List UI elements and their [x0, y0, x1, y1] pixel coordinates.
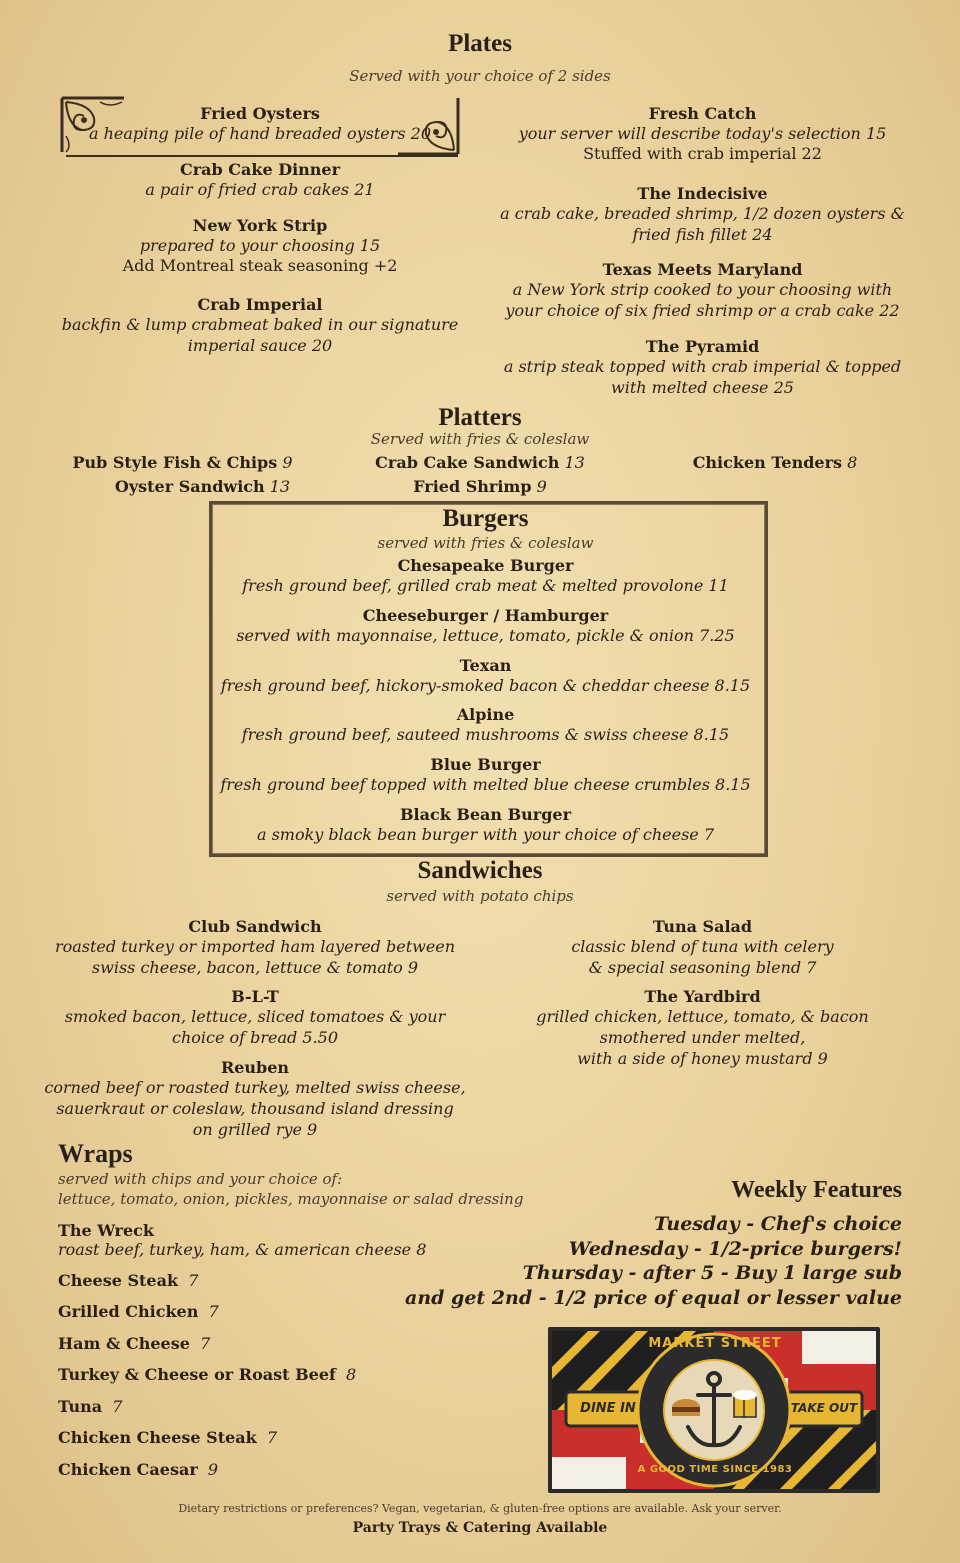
- item-name: Club Sandwich: [188, 917, 322, 936]
- wrap-item-the-wreck: [58, 1221, 426, 1259]
- weekly-features-list: [405, 1212, 902, 1310]
- item-name: Fried Shrimp: [413, 477, 532, 496]
- plate-item-new-york-strip: [40, 216, 480, 275]
- platter-item: [340, 453, 620, 472]
- dietary-note: Dietary restrictions or preferences? Vegan, vegetarian, & gluten-free options are available. Ask your server.: [178, 1502, 782, 1515]
- item-name: Texan: [459, 656, 512, 675]
- item-desc: classic blend of tuna with celery: [571, 937, 834, 956]
- item-name: The Yardbird: [644, 987, 761, 1006]
- item-desc: your server will describe today's selection 15: [518, 124, 887, 143]
- sandwich-item: [35, 917, 475, 978]
- platters-subtitle: Served with fries & coleslaw: [370, 430, 590, 448]
- platter-item: [40, 477, 365, 496]
- item-name: The Pyramid: [645, 337, 760, 356]
- item-name: B-L-T: [231, 987, 279, 1006]
- catering-note: Party Trays & Catering Available: [352, 1520, 608, 1536]
- item-desc: a strip steak topped with crab imperial & topped: [503, 357, 902, 376]
- burger-item: [209, 656, 762, 696]
- item-name: Grilled Chicken: [58, 1302, 199, 1321]
- item-name: Ham & Cheese: [58, 1334, 190, 1353]
- item-desc: with a side of honey mustard 9: [577, 1049, 828, 1068]
- burgers-title: Burgers: [442, 505, 529, 532]
- item-desc: a heaping pile of hand breaded oysters 20: [88, 124, 432, 143]
- item-name: Tuna: [58, 1397, 103, 1416]
- item-name: Cheeseburger / Hamburger: [362, 606, 609, 625]
- item-price: 9: [536, 477, 547, 496]
- item-desc: your choice of six fried shrimp or a crab cake 22: [505, 301, 900, 320]
- plate-item-the-pyramid: [480, 337, 925, 398]
- item-price: 7: [200, 1334, 211, 1353]
- item-name: Pub Style Fish & Chips: [72, 453, 278, 472]
- burgers-subtitle: served with fries & coleslaw: [377, 534, 594, 552]
- item-name: Crab Cake Dinner: [179, 160, 341, 179]
- plate-item-fried-oysters: [40, 104, 480, 144]
- platter-item: [640, 453, 910, 472]
- item-desc: smothered under melted,: [599, 1028, 806, 1047]
- item-name: Cheese Steak: [58, 1271, 179, 1290]
- item-desc: corned beef or roasted turkey, melted swiss cheese,: [44, 1078, 466, 1097]
- sandwich-item: [35, 1058, 475, 1140]
- item-desc: on grilled rye 9: [192, 1120, 318, 1139]
- weekly-title: Weekly Features: [731, 1177, 902, 1203]
- item-desc: fresh ground beef, grilled crab meat & melted provolone 11: [242, 576, 729, 595]
- sandwich-item: [480, 987, 925, 1069]
- item-price: 7: [208, 1302, 219, 1321]
- wrap-item: [58, 1271, 198, 1290]
- item-desc: a pair of fried crab cakes 21: [145, 180, 375, 199]
- burger-icon: [672, 1399, 700, 1416]
- item-name: Fried Oysters: [200, 104, 320, 123]
- platter-item: [40, 453, 325, 472]
- item-price: 9: [282, 453, 293, 472]
- plate-item-the-indecisive: [480, 184, 925, 245]
- item-desc: a New York strip cooked to your choosing with: [512, 280, 893, 299]
- item-price: 13: [269, 477, 291, 496]
- sandwiches-title: Sandwiches: [417, 857, 543, 884]
- wrap-item: [58, 1365, 356, 1384]
- plate-item-crab-imperial: [40, 295, 480, 356]
- item-name: Chicken Caesar: [58, 1460, 198, 1479]
- burger-item: [209, 705, 762, 745]
- plate-item-crab-cake-dinner: [40, 160, 480, 200]
- item-desc: a smoky black bean burger with your choice of cheese 7: [256, 825, 715, 844]
- item-desc: backfin & lump crabmeat baked in our signature: [61, 315, 459, 334]
- item-name: The Wreck: [58, 1221, 154, 1240]
- weekly-line: and get 2nd - 1/2 price of equal or lesser value: [405, 1286, 902, 1309]
- item-desc: fresh ground beef, sauteed mushrooms & swiss cheese 8.15: [241, 725, 730, 744]
- item-name: Crab Cake Sandwich: [375, 453, 560, 472]
- item-name: Alpine: [456, 705, 515, 724]
- item-price: 7: [112, 1397, 123, 1416]
- item-desc: sauerkraut or coleslaw, thousand island dressing: [56, 1099, 454, 1118]
- item-name: Crab Imperial: [197, 295, 323, 314]
- item-desc: swiss cheese, bacon, lettuce & tomato 9: [91, 958, 419, 977]
- logo-take-out: TAKE OUT: [790, 1401, 858, 1415]
- logo-bottom-text: A GOOD TIME SINCE 1983: [637, 1464, 793, 1475]
- beer-mug-icon: [733, 1390, 757, 1417]
- item-desc: & special seasoning blend 7: [588, 958, 817, 977]
- plate-item-fresh-catch: [480, 104, 925, 163]
- item-extra: Add Montreal steak seasoning +2: [122, 256, 398, 275]
- item-name: Texas Meets Maryland: [602, 260, 803, 279]
- wraps-subtitle-options: lettuce, tomato, onion, pickles, mayonnaise or salad dressing: [58, 1190, 524, 1208]
- item-extra: Stuffed with crab imperial 22: [583, 144, 822, 163]
- wrap-item: [58, 1397, 122, 1416]
- item-name: Reuben: [220, 1058, 290, 1077]
- item-price: 7: [188, 1271, 199, 1290]
- weekly-line: Tuesday - Chef's choice: [653, 1213, 902, 1235]
- item-desc: roasted turkey or imported ham layered between: [54, 937, 456, 956]
- item-name: Chicken Tenders: [692, 453, 843, 472]
- item-name: Fresh Catch: [648, 104, 757, 123]
- item-desc: roast beef, turkey, ham, & american cheese 8: [58, 1240, 427, 1259]
- item-name: Blue Burger: [430, 755, 541, 774]
- item-desc: prepared to your choosing 15: [139, 236, 381, 255]
- item-name: New York Strip: [192, 216, 328, 235]
- item-desc: imperial sauce 20: [187, 336, 333, 355]
- item-desc: choice of bread 5.50: [171, 1028, 339, 1047]
- sandwich-item: [480, 917, 925, 978]
- wrap-item: [58, 1334, 210, 1353]
- item-name: Tuna Salad: [652, 917, 753, 936]
- item-desc: smoked bacon, lettuce, sliced tomatoes & your: [64, 1007, 446, 1026]
- weekly-line: Thursday - after 5 - Buy 1 large sub: [522, 1262, 902, 1284]
- item-price: 13: [564, 453, 585, 472]
- item-desc: fresh ground beef, hickory-smoked bacon & cheddar cheese 8.15: [220, 676, 751, 695]
- item-price: 8: [847, 453, 858, 472]
- platters-title: Platters: [438, 404, 522, 431]
- platter-item: [340, 477, 620, 496]
- item-price: 7: [266, 1428, 278, 1447]
- item-desc: served with mayonnaise, lettuce, tomato, pickle & onion 7.25: [236, 626, 735, 645]
- item-price: 8: [346, 1365, 357, 1384]
- plate-item-texas-meets-maryland: [480, 260, 925, 321]
- item-desc: fried fish fillet 24: [632, 225, 773, 244]
- sandwiches-subtitle: served with potato chips: [386, 887, 574, 905]
- item-desc: fresh ground beef topped with melted blue cheese crumbles 8.15: [220, 775, 751, 794]
- logo-top-text: MARKET STREET: [648, 1336, 782, 1351]
- burger-item: [209, 606, 762, 646]
- plates-subtitle: Served with your choice of 2 sides: [349, 67, 611, 85]
- wrap-item: [58, 1428, 277, 1447]
- logo-dine-in: DINE IN: [580, 1401, 636, 1416]
- wraps-title: Wraps: [58, 1139, 133, 1168]
- item-desc: with melted cheese 25: [611, 378, 794, 397]
- item-name: Black Bean Burger: [399, 805, 572, 824]
- item-desc: a crab cake, breaded shrimp, 1/2 dozen oysters &: [500, 204, 905, 223]
- item-name: Chesapeake Burger: [397, 556, 574, 575]
- item-name: Turkey & Cheese or Roast Beef: [58, 1365, 336, 1384]
- item-desc: grilled chicken, lettuce, tomato, & bacon: [536, 1007, 869, 1026]
- burger-item: [209, 805, 762, 845]
- item-name: The Indecisive: [637, 184, 768, 203]
- item-price: 9: [207, 1460, 219, 1479]
- burger-item: [209, 755, 762, 795]
- sandwich-item: [35, 987, 475, 1048]
- plates-title: Plates: [448, 30, 512, 57]
- item-name: Oyster Sandwich: [114, 477, 265, 496]
- weekly-line: Wednesday - 1/2-price burgers!: [568, 1237, 902, 1260]
- wrap-item: [58, 1302, 219, 1321]
- burger-item: [209, 556, 762, 596]
- wrap-item: [58, 1460, 218, 1479]
- item-name: Chicken Cheese Steak: [58, 1428, 257, 1447]
- wraps-subtitle: served with chips and your choice of:: [58, 1170, 343, 1188]
